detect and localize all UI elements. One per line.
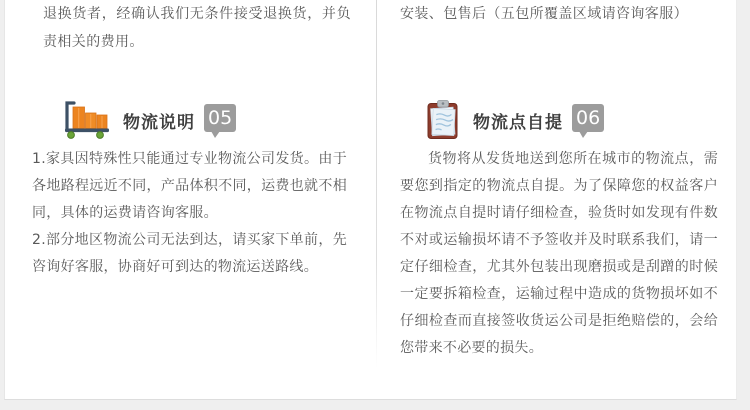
installation-service-text: 安装、包售后（五包所覆盖区域请咨询客服） (400, 6, 688, 22)
return-policy-text: 退换货者，经确认我们无条件接受退换货，并负责相关的费用。 (43, 6, 351, 50)
section-header-logistics (61, 99, 236, 141)
section-title-logistics: 物流说明 (123, 112, 195, 133)
section-title-pickup: 物流点自提 (473, 112, 563, 133)
logistics-description (32, 146, 347, 281)
clipboard-icon (425, 100, 461, 140)
column-divider (376, 0, 377, 368)
section-header-pickup (425, 99, 604, 141)
paragraph: 货物将从发货地送到您所在城市的物流点，需要您到指定的物流点自提。为了保障您的权益客户在物流点自提时请仔细检查，验货时如发现有件数不对或运输损坏请不予签收并及时联系我们，请一定仔细检查，尤其外包装出现磨损或是刮蹭的时候一定要拆箱检查，运输过程中造成的货物损坏如不仔细检查而直接签收货运公司是拒绝赔偿的，会给您带来不必要的损失。 (400, 151, 718, 356)
paragraph: 1.家具因特殊性只能通过专业物流公司发货。由于各地路程远近不同，产品体积不同，运费也就不相同，具体的运费请咨询客服。 (32, 151, 347, 221)
pickup-description (400, 146, 718, 362)
section-number-badge: 05 (204, 104, 236, 132)
content-panel (4, 0, 737, 400)
paragraph: 2.部分地区物流公司无法到达，请买家下单前，先咨询好客服，协商好可到达的物流运送路线。 (32, 232, 347, 275)
section-number-badge: 06 (572, 104, 604, 132)
hand-truck-icon (61, 101, 111, 139)
